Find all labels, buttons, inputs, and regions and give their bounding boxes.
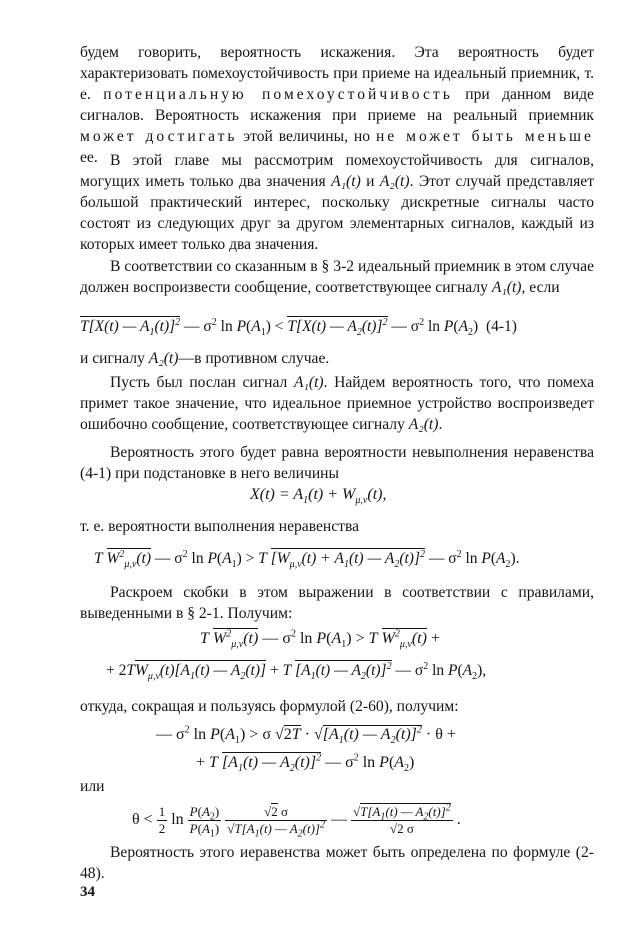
paragraph-10: или: [80, 778, 105, 795]
paragraph-11: Вероятность этого иеравенства может быть определена по формуле (2-48).: [80, 844, 594, 882]
paragraph-4: и сигналу A₂(t)—в противном случае.: [80, 350, 330, 367]
paragraph-8: Раскроем скобки в этом выражении в соответствии с правилами, выведенными в § 2-1. Получим:: [80, 584, 594, 622]
equation-4-1: T[X(t) — $A_1(t)]^2$ — $\sigma^2$ $\ln P(A_1) < T[X(t)$ — $A_2(t)]^2$ — $\sigma^2$ $\ln P(A_2)$ (4-1): [80, 316, 517, 339]
paragraph-7: т. е. вероятности выполнения неравенства: [80, 518, 360, 535]
paragraph-6: Вероятность этого будет равна вероятности невыполнения неравенства (4-1) при подстановке в него величины: [80, 444, 594, 482]
equation-reduced-line2: + T [$A_1(t)$ — $A_2(t)]^2$ — $\sigma^2$ $\ln P(A_2)$: [196, 752, 415, 775]
paragraph-3: В соответствии со сказанным в § 3-2 идеальный приемник в этом случае должен воспроизвести сообщение, соответствующее сигналу A₁(t), если: [80, 258, 594, 296]
equation-reduced-line1: — $\sigma^2$ $\ln P(A_1) > \sigma$ $√2T \cdot √[A_1(t)$ — $A_2(t)]^2 \cdot \theta$ +: [156, 724, 456, 747]
equation-theta: θ < $\frac{1}{2}$ ln $\frac{P(A_2)}{P(A_1)}$ $\frac{√2 \sigma}{√T[A_1(t) — A_2(t)]^2}$ — $\frac{√T[A_1(t) — A_2(t)]^2}{√2 \sigma}$ .: [132, 802, 461, 840]
paragraph-2: В этой главе мы рассмотрим помехоустойчивость для сигналов, могущих иметь только два значения A₁(t) и A₂(t). Этот случай представляет большой практический интерес, поскольку дискретные сигналы часто состоят из следующих друг за другом элементарных сигналов, каждый из которых имеет только два значения.: [80, 152, 595, 253]
paragraph-5: Пусть был послан сигнал A₁(t). Найдем вероятность того, что помеха примет такое значение, что идеальное приемное устройство воспроизведет ошибочно сообщение, соответствующее сигналу A₂(t).: [80, 374, 595, 433]
page-number: 34: [80, 884, 95, 900]
equation-number: (4-1): [485, 318, 517, 335]
equation-expansion-line2: + $2TW_{\mu,\nu}(t)[A_1(t)$ — $A_2(t)] + T$ [$A_1(t)$ — $A_2(t)]^2$ — $\sigma^2$ $\ln P(A_2)$,: [106, 660, 487, 683]
paragraph-1: будем говорить, вероятность искажения. Эта вероятность будет характеризовать помехоустойчивость при приеме на идеальный приемник, т. е. потенциальную помехоустойчивость при данном виде сигналов. Вероятность искажения при приеме на реальный приемник может достигать этой величины, но не может быть меньше ее.: [80, 44, 594, 166]
equation-expansion-line1: T $W^2_{\mu,\nu}(t)$ — $\sigma^2$ $\ln P(A_1) > T$ $W^2_{\mu,\nu}(t)$ +: [200, 628, 440, 651]
equation-inequality: T $W^2_{\mu,\nu}(t)$ — $\sigma^2$ $\ln P(A_1) > T$ [$W_{\mu,\nu}(t) + A_1(t)$ — $A_2(t)]^2$ — $\sigma^2$ $\ln P(A_2)$.: [94, 548, 520, 571]
paragraph-9: откуда, сокращая и пользуясь формулой (2-60), получим:: [80, 698, 459, 715]
equation-substitution: $X(t) = A_1(t) + W_{\mu,\nu}(t)$,: [250, 486, 387, 507]
